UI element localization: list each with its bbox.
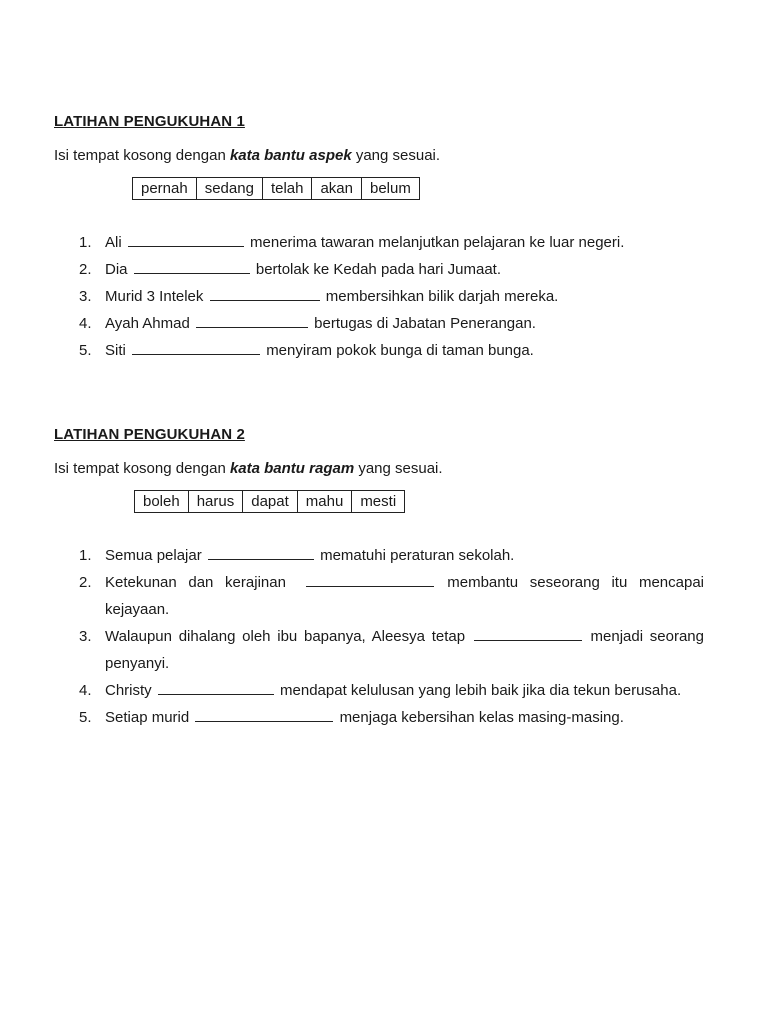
instruction-text [54, 460, 704, 482]
word-bank-item: telah [263, 178, 313, 199]
word-bank-item: mahu [298, 491, 353, 512]
question-text-before: Murid 3 Intelek [105, 288, 204, 305]
question-text-after: membantu seseorang itu mencapai kejayaan. [105, 574, 704, 618]
word-bank [132, 177, 420, 200]
instruction-emphasis: kata bantu aspek [229, 147, 352, 164]
question-item [54, 623, 704, 677]
word-bank-item: pernah [133, 178, 197, 199]
instruction-text [54, 147, 704, 169]
word-bank-item: boleh [135, 491, 189, 512]
answer-blank[interactable] [158, 680, 274, 695]
question-text-before: Dia [105, 261, 128, 278]
question-list [54, 542, 704, 731]
question-text-after: bertolak ke Kedah pada hari Jumaat. [255, 261, 502, 278]
question-item [54, 256, 704, 283]
question-text-before: Ketekunan dan kerajinan [105, 574, 286, 591]
answer-blank[interactable] [208, 545, 314, 560]
instruction-post: yang sesuai. [354, 460, 443, 477]
question-item [54, 310, 704, 337]
question-number: 1. [79, 234, 92, 251]
question-text-before: Setiap murid [105, 709, 190, 726]
question-item [54, 229, 704, 256]
question-item [54, 542, 704, 569]
question-number: 5. [79, 342, 92, 359]
word-bank-item: harus [189, 491, 244, 512]
answer-blank[interactable] [128, 232, 244, 247]
question-number: 3. [79, 628, 92, 645]
section-heading: LATIHAN PENGUKUHAN 1 [54, 113, 245, 130]
question-list [54, 229, 704, 364]
instruction-post: yang sesuai. [351, 147, 441, 164]
question-item [54, 283, 704, 310]
answer-blank[interactable] [474, 626, 582, 641]
question-item [54, 704, 704, 731]
question-number: 5. [79, 709, 92, 726]
question-item [54, 337, 704, 364]
question-text-before: Semua pelajar [105, 547, 202, 564]
answer-blank[interactable] [195, 707, 333, 722]
question-item [54, 677, 704, 704]
section-heading: LATIHAN PENGUKUHAN 2 [54, 426, 245, 443]
question-text-after: menjadi seorang penyanyi. [105, 628, 704, 672]
question-text-after: menjaga kebersihan kelas masing-masing. [339, 709, 624, 726]
word-bank-item: dapat [243, 491, 298, 512]
instruction-emphasis: kata bantu ragam [229, 460, 355, 477]
question-text-before: Christy [105, 682, 152, 699]
question-number: 4. [79, 315, 92, 332]
exercise-section-1 [54, 113, 704, 364]
question-text-after: menyiram pokok bunga di taman bunga. [266, 342, 534, 359]
answer-blank[interactable] [196, 313, 308, 328]
instruction-pre: Isi tempat kosong dengan [54, 460, 230, 477]
question-text-after: menerima tawaran melanjutkan pelajaran ke luar negeri. [250, 234, 625, 251]
question-text-before: Siti [105, 342, 126, 359]
word-bank [134, 490, 405, 513]
exercise-section-2 [54, 426, 704, 731]
word-bank-item: sedang [197, 178, 263, 199]
question-number: 3. [79, 288, 92, 305]
word-bank-item: belum [370, 180, 411, 197]
answer-blank[interactable] [210, 286, 320, 301]
question-item [54, 569, 704, 623]
answer-blank[interactable] [134, 259, 250, 274]
question-text-after: mematuhi peraturan sekolah. [320, 547, 515, 564]
question-text-before: Walaupun dihalang oleh ibu bapanya, Aleesya tetap [105, 628, 466, 645]
word-bank-item: akan [312, 178, 362, 199]
question-text-before: Ayah Ahmad [105, 315, 190, 332]
question-text-before: Ali [105, 234, 122, 251]
question-number: 2. [79, 574, 92, 591]
answer-blank[interactable] [306, 572, 434, 587]
question-text-after: mendapat kelulusan yang lebih baik jika dia tekun berusaha. [280, 682, 682, 699]
word-bank-item: mesti [360, 493, 397, 510]
question-number: 2. [79, 261, 92, 278]
question-number: 4. [79, 682, 92, 699]
instruction-pre: Isi tempat kosong dengan [54, 147, 230, 164]
question-number: 1. [79, 547, 92, 564]
answer-blank[interactable] [132, 340, 260, 355]
question-text-after: membersihkan bilik darjah mereka. [325, 288, 559, 305]
question-text-after: bertugas di Jabatan Penerangan. [314, 315, 536, 332]
